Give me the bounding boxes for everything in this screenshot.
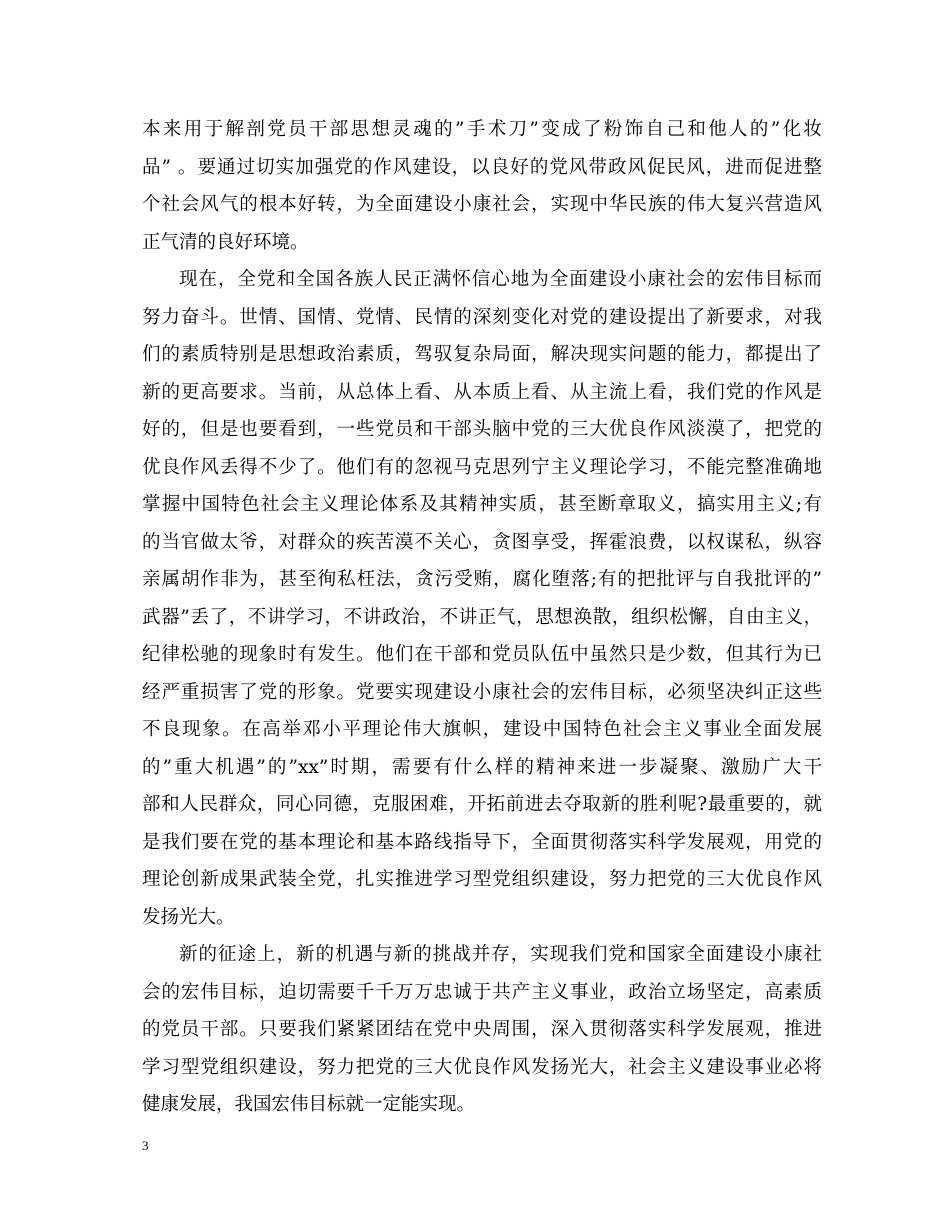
text-line: 正气清的良好环境。 xyxy=(142,231,309,253)
text-line: 纪律松驰的现象时有发生。他们在干部和党员队伍中虽然只是少数，但其行为已 xyxy=(142,644,822,665)
paragraph-3 xyxy=(142,936,822,1124)
text-line: 的当官做太爷，对群众的疾苦漠不关心，贪图享受，挥霍浪费，以权谋私，纵容 xyxy=(142,531,822,553)
text-line: 品” 。要通过切实加强党的作风建设，以良好的党风带政风促民风，进而促进整 xyxy=(142,156,822,178)
text-line: 会的宏伟目标，迫切需要千千万万忠诚于共产主义事业，政治立场坚定，高素质 xyxy=(142,981,822,1003)
text-line: 发扬光大。 xyxy=(142,906,235,928)
text-line: 学习型党组织建设，努力把党的三大优良作风发扬光大，社会主义建设事业必将 xyxy=(142,1056,822,1078)
text-line: 优良作风丢得不少了。他们有的忽视马克思列宁主义理论学习，不能完整准确地 xyxy=(142,456,822,478)
text-line: 本来用于解剖党员干部思想灵魂的”手术刀”变成了粉饰自己和他人的”化妆 xyxy=(142,119,822,140)
text-line: 理论创新成果武装全党，扎实推进学习型党组织建设，努力把党的三大优良作风 xyxy=(142,869,822,890)
text-line: 健康发展，我国宏伟目标就一定能实现。 xyxy=(142,1094,476,1115)
text-line: 不良现象。在高举邓小平理论伟大旗帜，建设中国特色社会主义事业全面发展 xyxy=(142,719,822,740)
text-line: 新的征途上，新的机遇与新的挑战并存，实现我们党和国家全面建设小康社 xyxy=(179,944,822,965)
text-line: 亲属胡作非为，甚至徇私枉法，贪污受贿，腐化堕落;有的把批评与自我批评的” xyxy=(142,569,822,590)
text-line: 好的，但是也要看到，一些党员和干部头脑中党的三大优良作风淡漠了，把党的 xyxy=(142,419,822,440)
text-line: 武器”丢了，不讲学习，不讲政治，不讲正气，思想涣散，组织松懈，自由主义， xyxy=(142,606,822,628)
text-line: 掌握中国特色社会主义理论体系及其精神实质，甚至断章取义，搞实用主义;有 xyxy=(142,494,822,515)
text-line: 经严重损害了党的形象。党要实现建设小康社会的宏伟目标，必须坚决纠正这些 xyxy=(142,681,822,703)
text-line: 的党员干部。只要我们紧紧团结在党中央周围，深入贯彻落实科学发展观，推进 xyxy=(142,1019,822,1040)
page-number: 3 xyxy=(142,1138,149,1153)
text-line: 个社会风气的根本好转，为全面建设小康社会，实现中华民族的伟大复兴营造风 xyxy=(142,194,822,215)
text-line: 努力奋斗。世情、国情、党情、民情的深刻变化对党的建设提出了新要求，对我 xyxy=(142,306,822,328)
text-line: 新的更高要求。当前，从总体上看、从本质上看、从主流上看，我们党的作风是 xyxy=(142,381,822,403)
text-line: 部和人民群众，同心同德，克服困难，开拓前进去夺取新的胜利呢?最重要的，就 xyxy=(142,794,822,815)
document-body xyxy=(142,111,822,1124)
paragraph-2 xyxy=(142,261,822,936)
text-line: 们的素质特别是思想政治素质，驾驭复杂局面，解决现实问题的能力，都提出了 xyxy=(142,344,822,365)
text-line: 的”重大机遇”的”xx”时期，需要有什么样的精神来进一步凝聚、激励广大干 xyxy=(142,756,822,778)
paragraph-1 xyxy=(142,111,822,261)
text-line: 是我们要在党的基本理论和基本路线指导下，全面贯彻落实科学发展观，用党的 xyxy=(142,831,822,853)
text-line: 现在，全党和全国各族人民正满怀信心地为全面建设小康社会的宏伟目标而 xyxy=(179,269,822,290)
